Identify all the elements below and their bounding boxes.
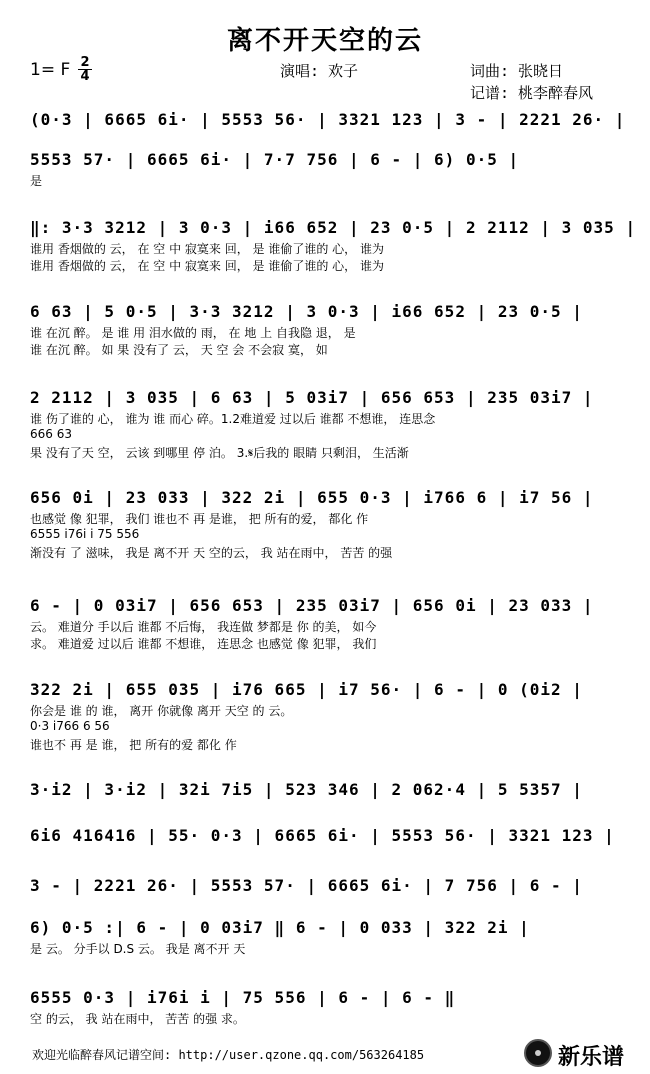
notation-row: 2 2112 | 3 035 | 6 63 | 5 03i7 | 656 653 | 235 03i7 | xyxy=(30,388,594,407)
lyric-line: 谁 伤了谁的 心， 谁为 谁 而心 碎。1.2难道爱 过以后 谁都 不想谁， 连思念 xyxy=(30,412,436,426)
lyric-line: 你会是 谁 的 谁， 离开 你就像 离开 天空 的 云。 xyxy=(30,704,293,718)
notation-row: 322 2i | 655 035 | i76 665 | i7 56· | 6 - | 0 (0i2 | xyxy=(30,680,583,699)
lyric-line: 谁也不 再 是 谁， 把 所有的爱 都化 作 xyxy=(30,738,237,752)
notation-row: ‖: 3·3 3212 | 3 0·3 | i66 652 | 23 0·5 | 2 2112 | 3 035 | xyxy=(30,218,637,237)
lyric-line: 也感觉 像 犯罪， 我们 谁也不 再 是谁， 把 所有的爱， 都化 作 xyxy=(30,512,369,526)
singer-credit: 演唱: 欢子 xyxy=(280,62,359,80)
logo-text: 新乐谱 xyxy=(558,1045,625,1070)
notation-row: 6i6 416416 | 55· 0·3 | 6665 6i· | 5553 56· | 3321 123 | xyxy=(30,826,615,845)
notation-row: (0·3 | 6665 6i· | 5553 56· | 3321 123 | 3 - | 2221 26· | xyxy=(30,110,626,129)
notation-row: 6555 0·3 | i76i i | 75 556 | 6 - | 6 - ‖ xyxy=(30,988,456,1007)
key-signature: 1= F xyxy=(30,60,71,80)
lyric-line: 空 的云， 我 站在雨中， 苦苦 的强 求。 xyxy=(30,1012,245,1026)
time-signature xyxy=(78,56,92,83)
lyric-line: 求。 难道爱 过以后 谁都 不想谁， 连思念 也感觉 像 犯罪， 我们 xyxy=(30,637,377,651)
lyric-line: 6555 i76i i 75 556 xyxy=(30,527,140,541)
notation-row: 3 - | 2221 26· | 5553 57· | 6665 6i· | 7 756 | 6 - | xyxy=(30,876,583,895)
lyric-line: 谁 在沉 醉。 是 谁 用 泪水做的 雨， 在 地 上 自我隐 退， 是 xyxy=(30,326,356,340)
notation-row: 5553 57· | 6665 6i· | 7·7 756 | 6 - | 6) 0·5 | xyxy=(30,150,520,169)
lyric-line: 谁用 香烟做的 云， 在 空 中 寂寞来 回， 是 谁偷了谁的 心， 谁为 xyxy=(30,259,384,273)
notation-row: 6) 0·5 :| 6 - | 0 03i7 ‖ 6 - | 0 033 | 322 2i | xyxy=(30,918,530,937)
site-logo xyxy=(522,1038,644,1070)
lyric-line: 云。 难道分 手以后 谁都 不后悔， 我连做 梦都是 你 的美， 如今 xyxy=(30,620,377,634)
lyric-line: 是 xyxy=(30,174,43,188)
notation-row: 3·i2 | 3·i2 | 32i 7i5 | 523 346 | 2 062·4 | 5 5357 | xyxy=(30,780,583,799)
time-signature-bottom: 4 xyxy=(78,69,92,83)
notation-row: 6 - | 0 03i7 | 656 653 | 235 03i7 | 656 0i | 23 033 | xyxy=(30,596,594,615)
notation-row: 6 63 | 5 0·5 | 3·3 3212 | 3 0·3 | i66 652 | 23 0·5 | xyxy=(30,302,583,321)
disc-icon xyxy=(524,1039,552,1067)
lyric-line: 谁 在沉 醉。 如 果 没有了 云， 天 空 会 不会寂 寞， 如 xyxy=(30,343,328,357)
lyric-line: 谁用 香烟做的 云， 在 空 中 寂寞来 回， 是 谁偷了谁的 心， 谁为 xyxy=(30,242,384,256)
transcriber-credit: 记谱: 桃李醉春风 xyxy=(470,84,594,102)
notation-row: 656 0i | 23 033 | 322 2i | 655 0·3 | i766 6 | i7 56 | xyxy=(30,488,594,507)
lyric-line: 0·3 i766 6 56 xyxy=(30,719,110,733)
composer-credit: 词曲: 张晓日 xyxy=(470,62,564,80)
lyric-line: 是 云。 分手以 D.S 云。 我是 离不开 天 xyxy=(30,942,246,956)
lyric-line: 果 没有了天 空， 云该 到哪里 停 泊。 3.𝄋后我的 眼睛 只剩泪， 生活渐 xyxy=(30,446,409,460)
time-signature-top: 2 xyxy=(80,55,90,70)
song-title: 离不开天空的云 xyxy=(226,26,423,56)
footer-text: 欢迎光临醉春风记谱空间: http://user.qzone.qq.com/563264185 xyxy=(32,1048,425,1062)
lyric-line: 666 63 xyxy=(30,427,72,441)
lyric-line: 渐没有 了 滋味， 我是 离不开 天 空的云， 我 站在雨中， 苦苦 的强 xyxy=(30,546,393,560)
